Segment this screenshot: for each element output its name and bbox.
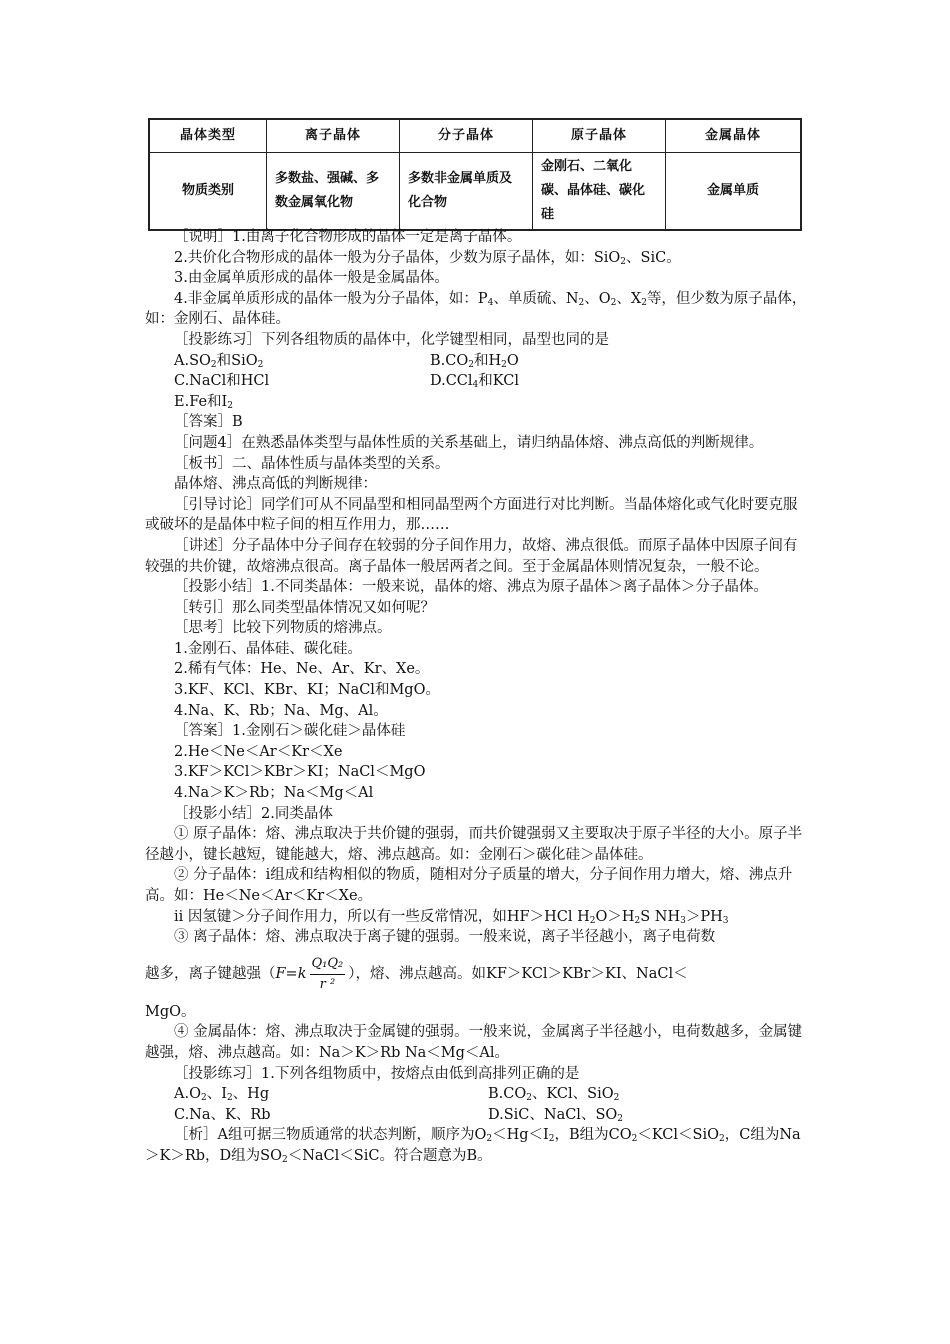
table-row	[149, 153, 801, 231]
guided-discussion: ［引导讨论］同学们可从不同晶型和相同晶型两个方面进行对比判断。当晶体熔化或气化时要克服或破坏的是晶体中粒子间的相互作用力，那……	[145, 496, 798, 534]
transition: ［转引］那么同类型晶体情况又如何呢？	[174, 599, 435, 616]
table-header-cell: 晶体类型	[149, 119, 267, 153]
crystal-type-table	[148, 118, 802, 231]
coulomb-formula-line: 越多，离子键越强（ F=k $\frac{\text{Q₁Q₂}}{\text{r ²}}$ ），熔、沸点越高。如KF＞KCl＞KBr＞KI、NaCl＜	[145, 948, 810, 1002]
hydrogen-bond-note: ⅱ 因氢键＞分子间作用力，所以有一些反常情况，如HF＞HCl $H_2O>H_2S$ $NH_3>PH_3$	[174, 908, 729, 926]
answer-1: ［答案］B	[174, 414, 243, 431]
note-2: 2.共价化合物形成的晶体一般为分子晶体，少数为原子晶体，如：SiO$_2$、SiC。	[174, 249, 681, 267]
analysis: ［析］A组可据三物质通常的状态判断，顺序为$O_2<Hg<I_2$，B组为$CO_2<KCl<SiO_2$，C组为Na＞K＞Rb，D组为$SO_2<NaCl<SiC$。符合题意为B。	[145, 1127, 801, 1165]
exercise-1-question: ［投影练习］下列各组物质的晶体中，化学键型相同，晶型也同的是	[174, 331, 609, 348]
table-cell: 金属单质	[666, 153, 802, 231]
lecture: ［讲述］分子晶体中分子间存在较弱的分子间作用力，故熔、沸点很低。而原子晶体中因原子间有较强的共价键，故熔沸点很高。离子晶体一般居两者之间。至于金属晶体则情况复杂，一般不论。	[145, 537, 798, 575]
body-text	[145, 227, 810, 1167]
option-a: $A.O_2$、$I_2$、Hg	[174, 1086, 270, 1104]
table-cell: 多数盐、强碱、多数金属氧化物	[267, 153, 400, 231]
ionic-crystal-rule: ③ 离子晶体：熔、沸点取决于离子键的强弱。一般来说，离子半径越小，离子电荷数	[174, 929, 716, 946]
table-header-cell: 金属晶体	[666, 119, 802, 153]
atomic-crystal-rule: ① 原子晶体：熔、沸点取决于共价键的强弱，而共价键强弱又主要取决于原子半径的大小。原子半径越小，键长越短，键能越大，熔、沸点越高。如：金刚石＞碳化硅＞晶体硅。	[145, 826, 803, 863]
think-item: 4.Na、K、Rb；Na、Mg、Al。	[174, 702, 388, 719]
option-d: D.SiC、NaCl、$SO_2$	[488, 1106, 624, 1124]
option-b: $B.CO_2$、KCl、SiO$_2$	[488, 1086, 620, 1104]
ionic-crystal-rule-end: MgO。	[145, 1003, 196, 1020]
option-d: D.CCl$_4$和KCl	[430, 373, 519, 391]
answer-item: 4.Na＞K＞Rb；Na＜Mg＜Al	[174, 785, 374, 802]
table-cell: 多数非金属单质及化合物	[400, 153, 533, 231]
metallic-crystal-rule: ④ 金属晶体：熔、沸点取决于金属键的强弱。一般来说，金属离子半径越小，电荷数越多，金属键越强，熔、沸点越高。如：Na＞K＞Rb Na＜Mg＜Al。	[145, 1024, 803, 1061]
table-cell: 金刚石、二氧化碳、晶体硅、碳化硅	[533, 153, 666, 231]
option-a: $A.SO_2$和SiO$_2$	[174, 352, 264, 370]
options-row-cd	[145, 371, 810, 392]
rule-heading: 晶体熔、沸点高低的判断规律：	[174, 476, 377, 493]
think-item: 3.KF、KCl、KBr、KI；NaCl和MgO。	[174, 682, 440, 699]
board-note: ［板书］二、晶体性质与晶体类型的关系。	[174, 455, 450, 472]
answer-item: ［答案］1.金刚石＞碳化硅＞晶体硅	[174, 723, 406, 740]
think-prompt: ［思考］比较下列物质的熔沸点。	[174, 620, 392, 637]
table-header-row	[149, 119, 801, 153]
summary-2: ［投影小结］2.同类晶体	[174, 805, 333, 822]
options-row-cd-2	[145, 1105, 810, 1126]
option-b: $B.CO_2$和$H_2O$	[430, 352, 519, 370]
answer-item: 3.KF＞KCl＞KBr＞KI；NaCl＜MgO	[174, 764, 426, 781]
table-cell: 物质类别	[149, 153, 267, 231]
note-3: 3.由金属单质形成的晶体一般是金属晶体。	[174, 270, 449, 287]
note-4: 4.非金属单质形成的晶体一般为分子晶体，如：$P_4$、单质硫、$N_2$、$O_2$、$X_2$等，但少数为原子晶体，如：金刚石、晶体硅。	[145, 290, 807, 328]
note-1: ［说明］1.由离子化合物形成的晶体一定是离子晶体。	[174, 229, 522, 245]
formula-lhs: F=k	[275, 966, 307, 983]
option-c: C.Na、K、Rb	[174, 1106, 271, 1123]
table-header-cell: 离子晶体	[267, 119, 400, 153]
table-header-cell: 原子晶体	[533, 119, 666, 153]
think-item: 2.稀有气体：He、Ne、Ar、Kr、Xe。	[174, 661, 430, 678]
summary-1: ［投影小结］1.不同类晶体：一般来说，晶体的熔、沸点为原子晶体＞离子晶体＞分子晶体。	[174, 579, 768, 596]
think-item: 1.金刚石、晶体硅、碳化硅。	[174, 640, 362, 657]
answer-item: 2.He＜Ne＜Ar＜Kr＜Xe	[174, 743, 343, 760]
table-header-cell: 分子晶体	[400, 119, 533, 153]
coulomb-fraction: $\frac{\text{Q₁Q₂}}{\text{r ²}}$	[311, 956, 344, 993]
option-c: C.NaCl和HCl	[174, 373, 270, 390]
question-4: ［问题4］在熟悉晶体类型与晶体性质的关系基础上，请归纳晶体熔、沸点高低的判断规律。	[174, 434, 764, 451]
molecular-crystal-rule: ② 分子晶体：ⅰ组成和结构相似的物质，随相对分子质量的增大，分子间作用力增大，熔、沸点升高。如：He＜Ne＜Ar＜Kr＜Xe。	[145, 867, 793, 904]
options-row-ab	[145, 351, 810, 372]
option-e: E.Fe和$I_2$	[174, 393, 234, 411]
options-row-ab-2	[145, 1084, 810, 1105]
exercise-2-question: ［投影练习］1.下列各组物质中，按熔点由低到高排列正确的是	[174, 1065, 580, 1082]
